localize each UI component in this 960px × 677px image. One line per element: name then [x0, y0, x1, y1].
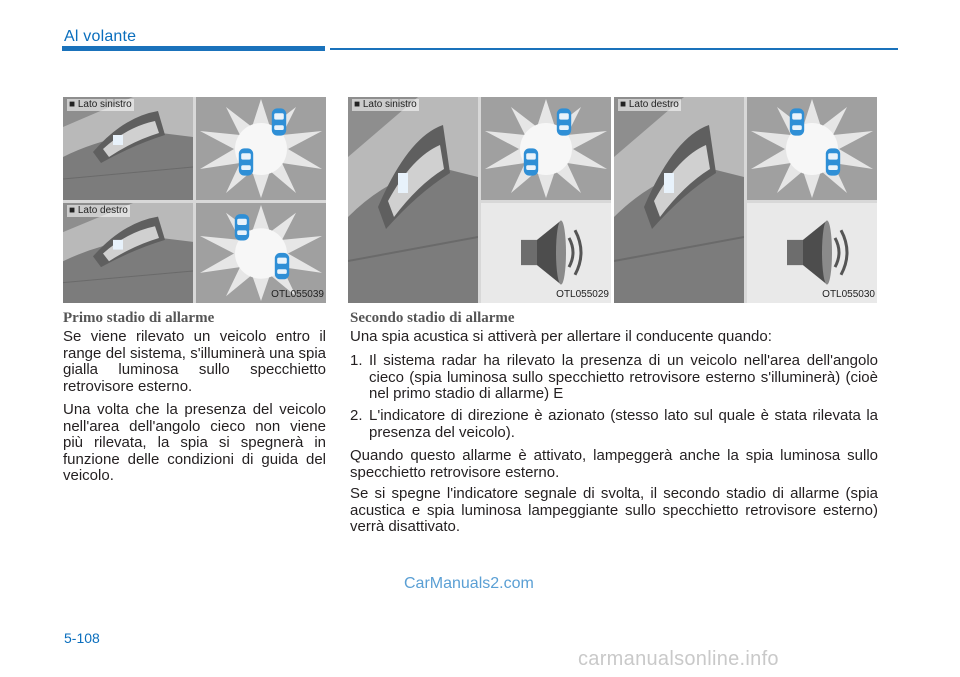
list-text: Il sistema radar ha rilevato la presenza di un veicolo nell'area dell'angolo cieco (spia luminosa sullo specchietto retrovisore esterno s'illuminerà) (cioè nel primo stadio di allarme) E: [369, 352, 878, 403]
figure-second-stage-right: [614, 97, 877, 303]
heading-primo-stadio: Primo stadio di allarme: [63, 310, 215, 326]
detection-panel: [481, 97, 611, 200]
section-title: Al volante: [64, 28, 137, 45]
watermark-link[interactable]: CarManuals2.com: [404, 575, 534, 592]
intro-paragraph: Una spia acustica si attiverà per allertare il conducente quando:: [350, 328, 772, 345]
heading-secondo-stadio: Secondo stadio di allarme: [350, 310, 515, 326]
left-mirror-panel: [63, 97, 193, 200]
car-side-panel: [348, 97, 478, 303]
right-detection-panel: [196, 203, 326, 303]
list-number: 2.: [350, 407, 363, 424]
list-item: [350, 352, 878, 403]
figure-second-stage-left: [348, 97, 611, 303]
left-detection-panel: [196, 97, 326, 200]
car-side-panel: [614, 97, 744, 303]
list-text: L'indicatore di direzione è azionato (stesso lato sul quale è stata rilevata la presenza del veicolo).: [369, 407, 878, 441]
header-rule-thick: [62, 46, 325, 51]
figure-code: OTL055030: [822, 289, 875, 300]
paragraph: Se viene rilevato un veicolo entro il range del sistema, s'illuminerà una spia gialla luminosa sullo specchietto retrovisore esterno.: [63, 328, 326, 395]
speaker-panel: [481, 203, 611, 303]
caption-lato-sinistro: ■ Lato sinistro: [69, 99, 132, 110]
list-number: 1.: [350, 352, 363, 369]
caption-lato-sinistro: ■ Lato sinistro: [354, 99, 417, 110]
header-rule-thin: [330, 48, 898, 50]
figure-first-stage: [63, 97, 326, 303]
footer-site-watermark: carmanualsonline.info: [578, 648, 779, 670]
detection-panel: [747, 97, 877, 200]
paragraph: Una volta che la presenza del veicolo nell'area dell'angolo cieco non viene più rilevata, la spia si spegnerà in funzione delle condizioni di guida del veicolo.: [63, 401, 326, 485]
list-item: [350, 407, 878, 441]
paragraph: Se si spegne l'indicatore segnale di svolta, il secondo stadio di allarme (spia acustica e spia luminosa lampeggiante sullo specchietto retrovisore esterno) verrà disattivato.: [350, 485, 878, 536]
paragraph: Quando questo allarme è attivato, lampeggerà anche la spia luminosa sullo specchietto retrovisore esterno.: [350, 447, 878, 481]
speaker-panel: [747, 203, 877, 303]
page-number: 5-108: [64, 630, 100, 646]
right-mirror-panel: [63, 203, 193, 303]
figure-code: OTL055029: [556, 289, 609, 300]
figure-code: OTL055039: [271, 289, 324, 300]
caption-lato-destro: ■ Lato destro: [69, 205, 128, 216]
caption-lato-destro: ■ Lato destro: [620, 99, 679, 110]
